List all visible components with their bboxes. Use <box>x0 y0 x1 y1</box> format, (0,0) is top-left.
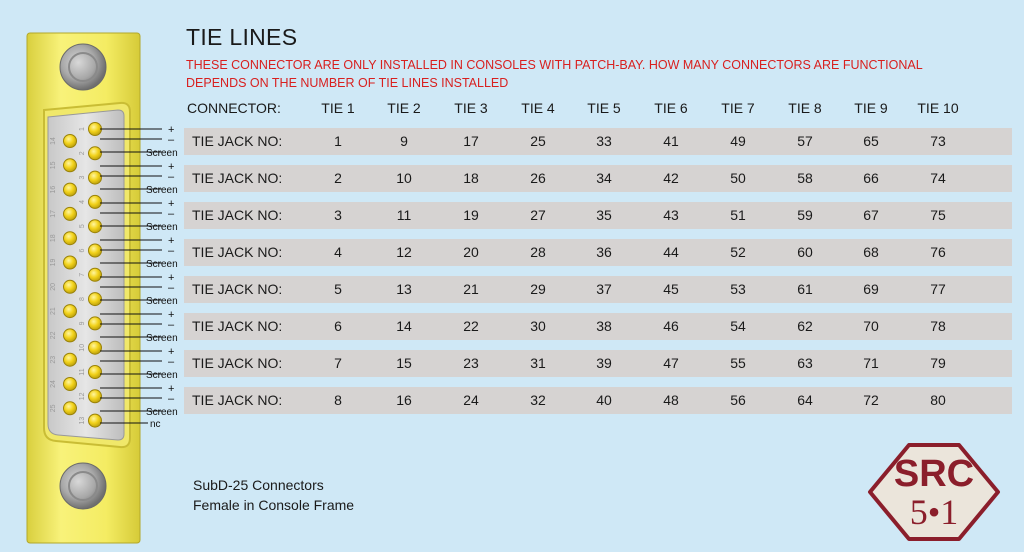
wire-label-plus: + <box>168 124 175 136</box>
table-cell: 46 <box>663 318 679 334</box>
table-cell: 80 <box>930 392 946 408</box>
table-row <box>184 313 1012 340</box>
src-logo <box>864 442 1004 542</box>
table-cell: 42 <box>663 170 679 186</box>
table-cell: 4 <box>334 244 342 260</box>
pin <box>89 123 102 136</box>
pin <box>64 159 77 172</box>
table-cell: 27 <box>530 207 546 223</box>
column-header: TIE 2 <box>387 100 421 116</box>
table-cell: 41 <box>663 133 679 149</box>
pin-number: 5 <box>79 224 86 229</box>
table-row <box>184 239 1012 266</box>
pin <box>64 256 77 269</box>
wire-label-plus: + <box>168 309 175 321</box>
pin-number: 19 <box>50 258 57 267</box>
table-cell: 21 <box>463 281 479 297</box>
table-row <box>184 128 1012 155</box>
pin <box>64 207 77 220</box>
table-cell: 59 <box>797 207 813 223</box>
table-cell: 6 <box>334 318 342 334</box>
table-cell: 74 <box>930 170 946 186</box>
wire-label-screen: Screen <box>146 259 178 270</box>
column-header: TIE 4 <box>521 100 555 116</box>
table-cell: 48 <box>663 392 679 408</box>
table-cell: 52 <box>730 244 746 260</box>
table-cell: 13 <box>396 281 412 297</box>
table-cell: 68 <box>863 244 879 260</box>
table-cell: 66 <box>863 170 879 186</box>
pin <box>64 135 77 148</box>
pin <box>89 268 102 281</box>
row-label: TIE JACK NO: <box>192 355 283 371</box>
table-cell: 62 <box>797 318 813 334</box>
pin-number: 13 <box>79 416 86 425</box>
pin <box>89 195 102 208</box>
table-cell: 57 <box>797 133 813 149</box>
top-screw <box>60 44 106 90</box>
table-row <box>184 165 1012 192</box>
note-line-1: THESE CONNECTOR ARE ONLY INSTALLED IN CONSOLES WITH PATCH-BAY. HOW MANY CONNECTORS ARE FUNCTIONAL <box>186 58 923 72</box>
wire-label-minus: – <box>168 393 175 405</box>
pin <box>64 353 77 366</box>
table-cell: 44 <box>663 244 679 260</box>
wire-label-minus: – <box>168 282 175 294</box>
pin-number: 6 <box>79 248 86 253</box>
pin <box>89 293 102 306</box>
table-cell: 43 <box>663 207 679 223</box>
pin-number: 23 <box>50 355 57 364</box>
row-label: TIE JACK NO: <box>192 207 283 223</box>
table-cell: 56 <box>730 392 746 408</box>
pin-number: 25 <box>50 404 57 413</box>
table-cell: 25 <box>530 133 546 149</box>
pin <box>64 305 77 318</box>
table-cell: 24 <box>463 392 479 408</box>
wire-label-plus: + <box>168 235 175 247</box>
pin <box>89 147 102 160</box>
table-cell: 53 <box>730 281 746 297</box>
table-cell: 54 <box>730 318 746 334</box>
pin <box>64 378 77 391</box>
table-row <box>184 202 1012 229</box>
pin-number: 18 <box>50 234 57 243</box>
pin <box>89 244 102 257</box>
pin <box>89 366 102 379</box>
wire-label-screen: Screen <box>146 407 178 418</box>
table-cell: 47 <box>663 355 679 371</box>
caption-line-2: Female in Console Frame <box>193 497 355 513</box>
column-header: TIE 5 <box>587 100 621 116</box>
wire-label-minus: – <box>168 171 175 183</box>
installation-note <box>186 56 946 92</box>
pin-number: 20 <box>50 282 57 291</box>
table-cell: 38 <box>596 318 612 334</box>
table-cell: 23 <box>463 355 479 371</box>
table-cell: 40 <box>596 392 612 408</box>
pin-number: 10 <box>79 343 86 352</box>
wire-label-screen: Screen <box>146 370 178 381</box>
table-cell: 60 <box>797 244 813 260</box>
pin-number: 15 <box>50 161 57 170</box>
table-cell: 18 <box>463 170 479 186</box>
table-cell: 19 <box>463 207 479 223</box>
table-row <box>184 387 1012 414</box>
table-cell: 45 <box>663 281 679 297</box>
row-label: TIE JACK NO: <box>192 170 283 186</box>
table-cell: 17 <box>463 133 479 149</box>
table-cell: 28 <box>530 244 546 260</box>
wire-label-nc: nc <box>150 419 161 430</box>
pin-number: 3 <box>79 175 86 180</box>
wire-label-screen: Screen <box>146 333 178 344</box>
column-header: TIE 6 <box>654 100 688 116</box>
table-cell: 78 <box>930 318 946 334</box>
pin <box>64 232 77 245</box>
table-cell: 3 <box>334 207 342 223</box>
table-cell: 11 <box>396 207 412 223</box>
pin <box>89 414 102 427</box>
pin <box>89 171 102 184</box>
table-cell: 77 <box>930 281 946 297</box>
table-cell: 69 <box>863 281 879 297</box>
table-cell: 72 <box>863 392 879 408</box>
table-cell: 34 <box>596 170 612 186</box>
wire-label-minus: – <box>168 245 175 257</box>
pin-number: 22 <box>50 331 57 340</box>
wire-label-screen: Screen <box>146 222 178 233</box>
table-row <box>184 350 1012 377</box>
row-label: TIE JACK NO: <box>192 244 283 260</box>
pin-number: 21 <box>50 307 57 315</box>
table-cell: 70 <box>863 318 879 334</box>
logo-text-51: 5•1 <box>909 492 959 532</box>
table-cell: 5 <box>334 281 342 297</box>
column-header: TIE 9 <box>854 100 888 116</box>
page-title: TIE LINES <box>186 24 298 50</box>
table-cell: 22 <box>463 318 479 334</box>
table-cell: 32 <box>530 392 546 408</box>
column-header: TIE 10 <box>917 100 959 116</box>
table-cell: 49 <box>730 133 746 149</box>
pin-number: 9 <box>79 321 86 326</box>
table-cell: 36 <box>596 244 612 260</box>
table-cell: 8 <box>334 392 342 408</box>
table-cell: 61 <box>797 281 813 297</box>
table-cell: 76 <box>930 244 946 260</box>
pin <box>89 220 102 233</box>
pin-number: 2 <box>79 151 86 156</box>
table-cell: 67 <box>863 207 879 223</box>
table-cell: 71 <box>863 355 879 371</box>
pin-number: 16 <box>50 185 57 194</box>
pin <box>64 402 77 415</box>
column-header: TIE 3 <box>454 100 488 116</box>
pin <box>64 183 77 196</box>
table-cell: 12 <box>396 244 412 260</box>
pin-number: 12 <box>79 392 86 401</box>
pin-number: 11 <box>79 368 86 376</box>
table-cell: 26 <box>530 170 546 186</box>
table-cell: 55 <box>730 355 746 371</box>
pin-number: 8 <box>79 297 86 302</box>
table-cell: 63 <box>797 355 813 371</box>
table-cell: 16 <box>396 392 412 408</box>
logo-text-src: SRC <box>893 453 975 495</box>
note-line-2: DEPENDS ON THE NUMBER OF TIE LINES INSTALLED <box>186 76 509 90</box>
table-cell: 64 <box>797 392 813 408</box>
table-cell: 75 <box>930 207 946 223</box>
pin-number: 1 <box>79 127 86 131</box>
table-cell: 7 <box>334 355 342 371</box>
table-cell: 2 <box>334 170 342 186</box>
wire-label-minus: – <box>168 356 175 368</box>
table-cell: 79 <box>930 355 946 371</box>
pin <box>64 329 77 342</box>
table-cell: 65 <box>863 133 879 149</box>
pin-number: 17 <box>50 210 57 218</box>
row-label: TIE JACK NO: <box>192 392 283 408</box>
table-cell: 15 <box>396 355 412 371</box>
caption-line-1: SubD-25 Connectors <box>193 477 324 493</box>
table-row <box>184 276 1012 303</box>
bottom-screw <box>60 463 106 509</box>
wire-label-plus: + <box>168 198 175 210</box>
pin <box>89 317 102 330</box>
pin <box>64 280 77 293</box>
wire-label-plus: + <box>168 346 175 358</box>
table-cell: 37 <box>596 281 612 297</box>
table-cell: 29 <box>530 281 546 297</box>
table-cell: 1 <box>334 133 342 149</box>
row-label: TIE JACK NO: <box>192 318 283 334</box>
wire-label-screen: Screen <box>146 185 178 196</box>
table-cell: 33 <box>596 133 612 149</box>
table-cell: 51 <box>730 207 746 223</box>
wire-label-screen: Screen <box>146 148 178 159</box>
column-header: TIE 7 <box>721 100 755 116</box>
wire-label-minus: – <box>168 319 175 331</box>
pin-number: 24 <box>50 380 57 388</box>
pin <box>89 390 102 403</box>
pin-number: 14 <box>50 137 57 145</box>
table-cell: 39 <box>596 355 612 371</box>
wire-label-plus: + <box>168 272 175 284</box>
pin-number: 7 <box>79 272 86 277</box>
table-cell: 58 <box>797 170 813 186</box>
wire-label-minus: – <box>168 208 175 220</box>
table-cell: 30 <box>530 318 546 334</box>
connector-header-label: CONNECTOR: <box>187 100 281 116</box>
table-cell: 50 <box>730 170 746 186</box>
table-cell: 73 <box>930 133 946 149</box>
wire-label-screen: Screen <box>146 296 178 307</box>
table-cell: 10 <box>396 170 412 186</box>
row-label: TIE JACK NO: <box>192 133 283 149</box>
wire-label-minus: – <box>168 134 175 146</box>
row-label: TIE JACK NO: <box>192 281 283 297</box>
table-cell: 9 <box>400 133 408 149</box>
column-header: TIE 8 <box>788 100 822 116</box>
table-cell: 20 <box>463 244 479 260</box>
table-cell: 35 <box>596 207 612 223</box>
wire-label-plus: + <box>168 161 175 173</box>
column-header: TIE 1 <box>321 100 355 116</box>
pin <box>89 341 102 354</box>
pin-number: 4 <box>79 199 86 204</box>
table-cell: 14 <box>396 318 412 334</box>
table-cell: 31 <box>530 355 546 371</box>
wire-label-plus: + <box>168 383 175 395</box>
